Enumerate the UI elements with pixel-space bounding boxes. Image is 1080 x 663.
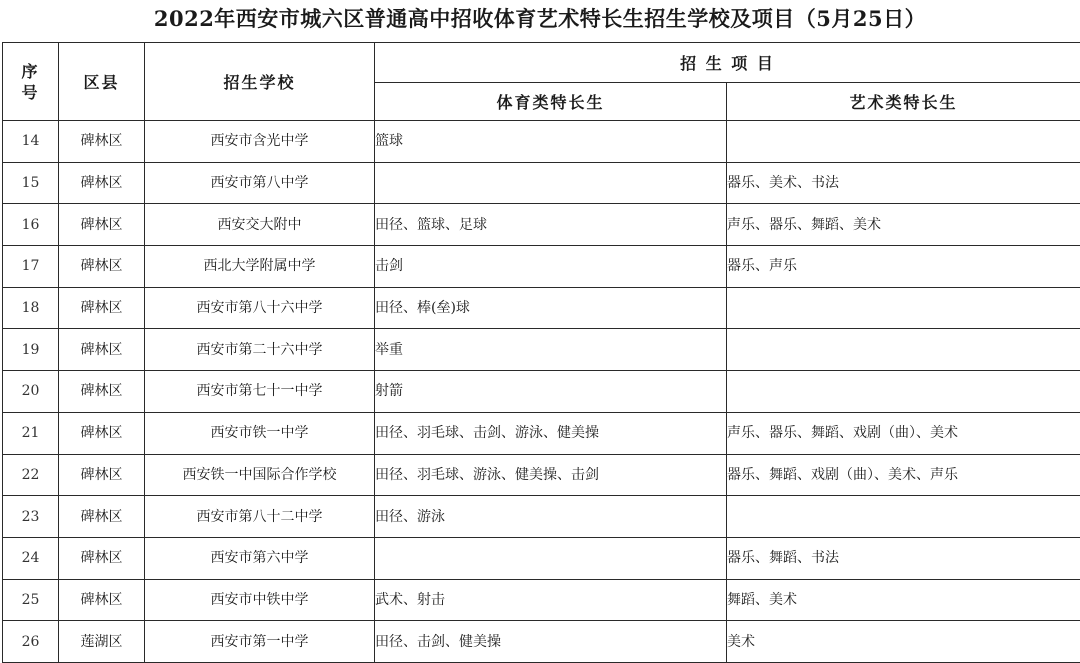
row-seq-cell: 21 — [3, 412, 59, 454]
row-seq-cell: 16 — [3, 204, 59, 246]
row-seq-cell: 18 — [3, 287, 59, 329]
row-seq-cell: 17 — [3, 246, 59, 288]
row-school-cell: 西安市含光中学 — [145, 121, 375, 163]
row-arts-cell — [727, 496, 1080, 538]
table-row — [3, 329, 1080, 371]
row-sports-cell: 举重 — [375, 329, 727, 371]
row-sports-cell — [375, 537, 727, 579]
row-school-cell: 西安市第一中学 — [145, 621, 375, 663]
row-arts-cell: 器乐、美术、书法 — [727, 162, 1080, 204]
row-arts-cell — [727, 121, 1080, 163]
row-arts-cell: 器乐、舞蹈、戏剧（曲）、美术、声乐 — [727, 454, 1080, 496]
row-arts-cell — [727, 287, 1080, 329]
row-sports-cell: 武术、射击 — [375, 579, 727, 621]
row-seq-cell: 26 — [3, 621, 59, 663]
row-seq-cell: 20 — [3, 371, 59, 413]
row-sports-cell: 篮球 — [375, 121, 727, 163]
row-district-cell: 碑林区 — [59, 579, 145, 621]
row-sports-cell: 田径、羽毛球、击剑、游泳、健美操 — [375, 412, 727, 454]
row-school-cell: 西安市第八十二中学 — [145, 496, 375, 538]
table-row — [3, 496, 1080, 538]
table-row — [3, 579, 1080, 621]
row-seq-cell: 19 — [3, 329, 59, 371]
row-sports-cell: 击剑 — [375, 246, 727, 288]
row-seq-cell: 15 — [3, 162, 59, 204]
table-row — [3, 204, 1080, 246]
row-district-cell: 碑林区 — [59, 121, 145, 163]
row-arts-cell: 舞蹈、美术 — [727, 579, 1080, 621]
row-district-cell: 碑林区 — [59, 162, 145, 204]
row-school-cell: 西北大学附属中学 — [145, 246, 375, 288]
row-school-cell: 西安市第八十六中学 — [145, 287, 375, 329]
row-arts-cell: 器乐、舞蹈、书法 — [727, 537, 1080, 579]
row-district-cell: 碑林区 — [59, 412, 145, 454]
row-seq-cell: 23 — [3, 496, 59, 538]
row-sports-cell: 田径、击剑、健美操 — [375, 621, 727, 663]
row-sports-cell: 田径、羽毛球、游泳、健美操、击剑 — [375, 454, 727, 496]
row-district-cell: 莲湖区 — [59, 621, 145, 663]
header-sports: 体育类特长生 — [375, 83, 727, 121]
row-school-cell: 西安交大附中 — [145, 204, 375, 246]
header-seq — [3, 43, 59, 121]
row-sports-cell: 田径、篮球、足球 — [375, 204, 727, 246]
header-district: 区县 — [59, 43, 145, 121]
table-row — [3, 454, 1080, 496]
row-arts-cell: 声乐、器乐、舞蹈、美术 — [727, 204, 1080, 246]
row-arts-cell: 声乐、器乐、舞蹈、戏剧（曲）、美术 — [727, 412, 1080, 454]
row-district-cell: 碑林区 — [59, 454, 145, 496]
table-row — [3, 162, 1080, 204]
row-seq-cell: 25 — [3, 579, 59, 621]
row-arts-cell: 器乐、声乐 — [727, 246, 1080, 288]
header-seq-line2: 号 — [21, 82, 40, 102]
row-arts-cell: 美术 — [727, 621, 1080, 663]
table-row — [3, 371, 1080, 413]
header-projects: 招 生 项 目 — [375, 43, 1080, 83]
page-title: 2022年西安市城六区普通高中招收体育艺术特长生招生学校及项目（5月25日） — [153, 6, 927, 31]
row-seq-cell: 14 — [3, 121, 59, 163]
table-row — [3, 621, 1080, 663]
row-school-cell: 西安市铁一中学 — [145, 412, 375, 454]
row-seq-cell: 22 — [3, 454, 59, 496]
row-school-cell: 西安市第二十六中学 — [145, 329, 375, 371]
admissions-table — [2, 42, 1080, 663]
table-row — [3, 537, 1080, 579]
row-district-cell: 碑林区 — [59, 496, 145, 538]
table-header — [3, 43, 1080, 121]
table-row — [3, 412, 1080, 454]
row-sports-cell: 射箭 — [375, 371, 727, 413]
header-seq-line1: 序 — [21, 61, 40, 81]
row-arts-cell — [727, 371, 1080, 413]
table-row — [3, 121, 1080, 163]
row-district-cell: 碑林区 — [59, 537, 145, 579]
row-school-cell: 西安市第八中学 — [145, 162, 375, 204]
row-sports-cell — [375, 162, 727, 204]
row-district-cell: 碑林区 — [59, 329, 145, 371]
row-sports-cell: 田径、棒(垒)球 — [375, 287, 727, 329]
row-school-cell: 西安市中铁中学 — [145, 579, 375, 621]
header-school: 招生学校 — [145, 43, 375, 121]
header-arts: 艺术类特长生 — [727, 83, 1080, 121]
row-district-cell: 碑林区 — [59, 246, 145, 288]
table-row — [3, 246, 1080, 288]
row-district-cell: 碑林区 — [59, 204, 145, 246]
row-sports-cell: 田径、游泳 — [375, 496, 727, 538]
row-seq-cell: 24 — [3, 537, 59, 579]
row-school-cell: 西安铁一中国际合作学校 — [145, 454, 375, 496]
row-school-cell: 西安市第七十一中学 — [145, 371, 375, 413]
row-school-cell: 西安市第六中学 — [145, 537, 375, 579]
row-district-cell: 碑林区 — [59, 287, 145, 329]
row-arts-cell — [727, 329, 1080, 371]
row-district-cell: 碑林区 — [59, 371, 145, 413]
table-body — [3, 121, 1080, 663]
table-row — [3, 287, 1080, 329]
